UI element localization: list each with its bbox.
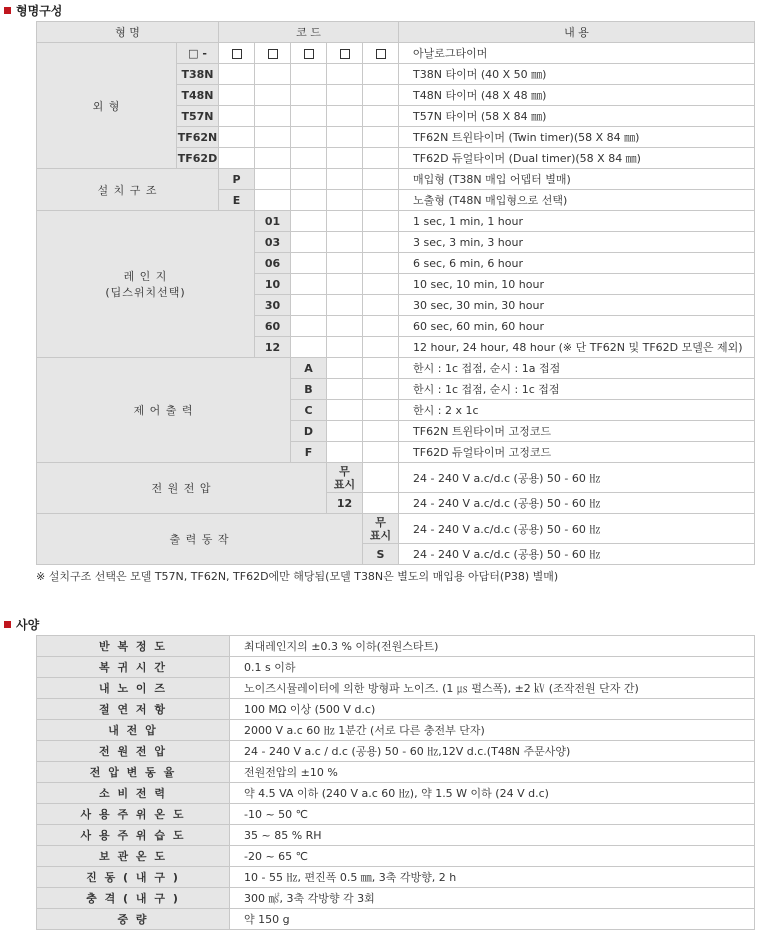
blank-cell: [255, 169, 291, 190]
spec-label: 중 량: [37, 909, 230, 930]
blank-cell: [291, 106, 327, 127]
spec-value: 35 ~ 85 % RH: [230, 825, 755, 846]
spec-label: 사 용 주 위 습 도: [37, 825, 230, 846]
row-desc: T38N 타이머 (40 X 50 ㎜): [399, 64, 755, 85]
blank-cell: [291, 232, 327, 253]
group-label-appearance: 외 형: [37, 43, 177, 169]
table-row: [37, 211, 755, 232]
blank-cell: [327, 274, 363, 295]
row-code: S: [363, 544, 399, 565]
code-line1: 무: [375, 515, 386, 529]
code-box-cell: [291, 43, 327, 64]
mounting-note: ※ 설치구조 선택은 모델 T57N, TF62N, TF62D에만 해당됨(모델 T38N은 별도의 매입용 아답터(P38) 별매): [36, 570, 559, 583]
spec-row: [37, 741, 755, 762]
spec-row: [37, 846, 755, 867]
blank-cell: [363, 64, 399, 85]
model-table: [36, 21, 755, 565]
blank-cell: [291, 253, 327, 274]
spec-row: [37, 636, 755, 657]
box-icon: [304, 49, 314, 59]
section-title-text: 형명구성: [16, 4, 63, 18]
blank-cell: [363, 127, 399, 148]
box-icon: [340, 49, 350, 59]
row-code: TF62N: [177, 127, 219, 148]
spec-label: 사 용 주 위 온 도: [37, 804, 230, 825]
group-label-output: 제 어 출 력: [37, 358, 291, 463]
table-row: [37, 463, 755, 493]
group-label-range: [37, 211, 255, 358]
blank-cell: [327, 337, 363, 358]
row-desc: 30 sec, 30 min, 30 hour: [399, 295, 755, 316]
spec-table: [36, 635, 755, 930]
blank-cell: [363, 295, 399, 316]
row-desc: 아날로그타이머: [399, 43, 755, 64]
blank-cell: [255, 190, 291, 211]
code-box-cell: [363, 43, 399, 64]
code-box-cell: [255, 43, 291, 64]
spec-row: [37, 783, 755, 804]
blank-cell: [327, 190, 363, 211]
row-code: 01: [255, 211, 291, 232]
code-box-cell: [219, 43, 255, 64]
blank-cell: [219, 148, 255, 169]
spec-label: 절 연 저 항: [37, 699, 230, 720]
bullet-icon: [4, 7, 11, 14]
blank-cell: [327, 127, 363, 148]
spec-row: [37, 678, 755, 699]
spec-value: 전원전압의 ±10 %: [230, 762, 755, 783]
spec-label: 반 복 정 도: [37, 636, 230, 657]
blank-cell: [327, 442, 363, 463]
blank-cell: [291, 211, 327, 232]
blank-cell: [363, 274, 399, 295]
header-model: 형 명: [37, 22, 219, 43]
row-desc: 24 - 240 V a.c/d.c (공용) 50 - 60 ㎐: [399, 463, 755, 493]
row-code: B: [291, 379, 327, 400]
row-desc: T57N 타이머 (58 X 84 ㎜): [399, 106, 755, 127]
code-box-cell: [327, 43, 363, 64]
blank-cell: [363, 493, 399, 514]
table-row: [37, 514, 755, 544]
spec-row: [37, 720, 755, 741]
blank-cell: [327, 148, 363, 169]
blank-cell: [255, 127, 291, 148]
row-code: E: [219, 190, 255, 211]
blank-cell: [219, 64, 255, 85]
row-code: T48N: [177, 85, 219, 106]
blank-cell: [255, 64, 291, 85]
row-desc: 1 sec, 1 min, 1 hour: [399, 211, 755, 232]
row-code: 30: [255, 295, 291, 316]
table-row: [37, 43, 755, 64]
spec-row: [37, 867, 755, 888]
code-line2: 표시: [369, 528, 392, 542]
row-desc: T48N 타이머 (48 X 48 ㎜): [399, 85, 755, 106]
section-title-spec: [4, 616, 39, 633]
header-code: 코 드: [219, 22, 399, 43]
row-code: [363, 514, 399, 544]
row-desc: 24 - 240 V a.c/d.c (공용) 50 - 60 ㎐: [399, 514, 755, 544]
row-desc: 12 hour, 24 hour, 48 hour (※ 단 TF62N 및 TF62D 모델은 제외): [399, 337, 755, 358]
blank-cell: [363, 85, 399, 106]
blank-cell: [327, 295, 363, 316]
row-code: C: [291, 400, 327, 421]
row-desc: 3 sec, 3 min, 3 hour: [399, 232, 755, 253]
spec-value: -10 ~ 50 ℃: [230, 804, 755, 825]
blank-cell: [327, 64, 363, 85]
row-code: 60: [255, 316, 291, 337]
row-desc: 매입형 (T38N 매입 어뎁터 별매): [399, 169, 755, 190]
blank-cell: [327, 379, 363, 400]
section-title-model: [4, 2, 62, 19]
blank-cell: [327, 85, 363, 106]
spec-label: 보 관 온 도: [37, 846, 230, 867]
blank-cell: [291, 148, 327, 169]
range-label-line1: 레 인 지: [123, 270, 168, 283]
blank-cell: [363, 358, 399, 379]
blank-cell: [291, 190, 327, 211]
spec-value: 300 ㎨, 3축 각방향 각 3회: [230, 888, 755, 909]
row-code: T57N: [177, 106, 219, 127]
blank-cell: [363, 400, 399, 421]
box-icon: [376, 49, 386, 59]
row-desc: 60 sec, 60 min, 60 hour: [399, 316, 755, 337]
spec-row: [37, 699, 755, 720]
spec-row: [37, 909, 755, 930]
row-code: 03: [255, 232, 291, 253]
spec-value: 최대레인지의 ±0.3 % 이하(전원스타트): [230, 636, 755, 657]
row-desc: 6 sec, 6 min, 6 hour: [399, 253, 755, 274]
blank-cell: [291, 337, 327, 358]
range-label-line2: (딥스위치선택): [105, 286, 186, 299]
row-desc: 24 - 240 V a.c/d.c (공용) 50 - 60 ㎐: [399, 493, 755, 514]
row-desc: TF62N 트윈타이머 (Twin timer)(58 X 84 ㎜): [399, 127, 755, 148]
box-icon: [232, 49, 242, 59]
spec-row: [37, 762, 755, 783]
spec-row: [37, 825, 755, 846]
blank-cell: [291, 127, 327, 148]
spec-value: 100 MΩ 이상 (500 V d.c): [230, 699, 755, 720]
blank-cell: [363, 463, 399, 493]
blank-cell: [255, 148, 291, 169]
blank-cell: [363, 190, 399, 211]
header-content: 내 용: [399, 22, 755, 43]
spec-value: -20 ~ 65 ℃: [230, 846, 755, 867]
blank-cell: [219, 106, 255, 127]
blank-cell: [291, 295, 327, 316]
group-label-power: 전 원 전 압: [37, 463, 327, 514]
blank-cell: [327, 421, 363, 442]
blank-cell: [327, 316, 363, 337]
blank-cell: [255, 106, 291, 127]
blank-cell: [219, 85, 255, 106]
row-desc: 한시 : 1c 접점, 순시 : 1c 접점: [399, 379, 755, 400]
blank-cell: [219, 127, 255, 148]
blank-cell: [327, 211, 363, 232]
blank-cell: [255, 85, 291, 106]
row-code: 12: [327, 493, 363, 514]
blank-cell: [363, 106, 399, 127]
blank-cell: [291, 85, 327, 106]
row-desc: TF62D 듀얼타이머 (Dual timer)(58 X 84 ㎜): [399, 148, 755, 169]
spec-value: 0.1 s 이하: [230, 657, 755, 678]
blank-cell: [327, 169, 363, 190]
spec-value: 10 - 55 ㎐, 편진폭 0.5 ㎜, 3축 각방향, 2 h: [230, 867, 755, 888]
row-desc: TF62N 트윈타이머 고정코드: [399, 421, 755, 442]
row-code: 06: [255, 253, 291, 274]
base-code: □ -: [177, 43, 219, 64]
spec-label: 전 압 변 동 율: [37, 762, 230, 783]
spec-label: 내 노 이 즈: [37, 678, 230, 699]
blank-cell: [363, 442, 399, 463]
spec-label: 복 귀 시 간: [37, 657, 230, 678]
spec-row: [37, 657, 755, 678]
row-code: F: [291, 442, 327, 463]
table-header-row: [37, 22, 755, 43]
blank-cell: [327, 232, 363, 253]
code-line1: 무: [339, 464, 350, 478]
blank-cell: [363, 337, 399, 358]
blank-cell: [291, 169, 327, 190]
blank-cell: [291, 316, 327, 337]
blank-cell: [363, 253, 399, 274]
blank-cell: [327, 358, 363, 379]
row-desc: 24 - 240 V a.c/d.c (공용) 50 - 60 ㎐: [399, 544, 755, 565]
spec-label: 소 비 전 력: [37, 783, 230, 804]
blank-cell: [327, 253, 363, 274]
spec-label: 전 원 전 압: [37, 741, 230, 762]
box-icon: [268, 49, 278, 59]
table-row: [37, 358, 755, 379]
row-code: T38N: [177, 64, 219, 85]
spec-label: 충 격 ( 내 구 ): [37, 888, 230, 909]
row-desc: 노출형 (T48N 매입형으로 선택): [399, 190, 755, 211]
row-desc: 한시 : 2 x 1c: [399, 400, 755, 421]
spec-label: 내 전 압: [37, 720, 230, 741]
row-code: A: [291, 358, 327, 379]
blank-cell: [291, 64, 327, 85]
blank-cell: [327, 106, 363, 127]
group-label-action: 출 력 동 작: [37, 514, 363, 565]
row-desc: 한시 : 1c 접점, 순시 : 1a 접점: [399, 358, 755, 379]
group-label-mounting: 설 치 구 조: [37, 169, 219, 211]
blank-cell: [363, 421, 399, 442]
blank-cell: [363, 232, 399, 253]
blank-cell: [363, 211, 399, 232]
row-code: 12: [255, 337, 291, 358]
blank-cell: [327, 400, 363, 421]
spec-value: 약 4.5 VA 이하 (240 V a.c 60 ㎐), 약 1.5 W 이하 (24 V d.c): [230, 783, 755, 804]
blank-cell: [363, 148, 399, 169]
code-line2: 표시: [333, 477, 356, 491]
row-desc: 10 sec, 10 min, 10 hour: [399, 274, 755, 295]
row-code: TF62D: [177, 148, 219, 169]
row-desc: TF62D 듀얼타이머 고정코드: [399, 442, 755, 463]
bullet-icon: [4, 621, 11, 628]
row-code: D: [291, 421, 327, 442]
spec-row: [37, 888, 755, 909]
spec-row: [37, 804, 755, 825]
spec-value: 2000 V a.c 60 ㎐ 1분간 (서로 다른 충전부 단자): [230, 720, 755, 741]
blank-cell: [291, 274, 327, 295]
spec-value: 약 150 g: [230, 909, 755, 930]
spec-label: 진 동 ( 내 구 ): [37, 867, 230, 888]
section-title-text: 사양: [16, 618, 40, 632]
blank-cell: [363, 379, 399, 400]
blank-cell: [363, 316, 399, 337]
row-code: [327, 463, 363, 493]
blank-cell: [363, 169, 399, 190]
spec-value: 24 - 240 V a.c / d.c (공용) 50 - 60 ㎐,12V d.c.(T48N 주문사양): [230, 741, 755, 762]
table-row: [37, 169, 755, 190]
row-code: P: [219, 169, 255, 190]
spec-value: 노이즈시뮬레이터에 의한 방형파 노이즈. (1 ㎲ 펄스폭), ±2 ㎸ (조작전원 단자 간): [230, 678, 755, 699]
row-code: 10: [255, 274, 291, 295]
